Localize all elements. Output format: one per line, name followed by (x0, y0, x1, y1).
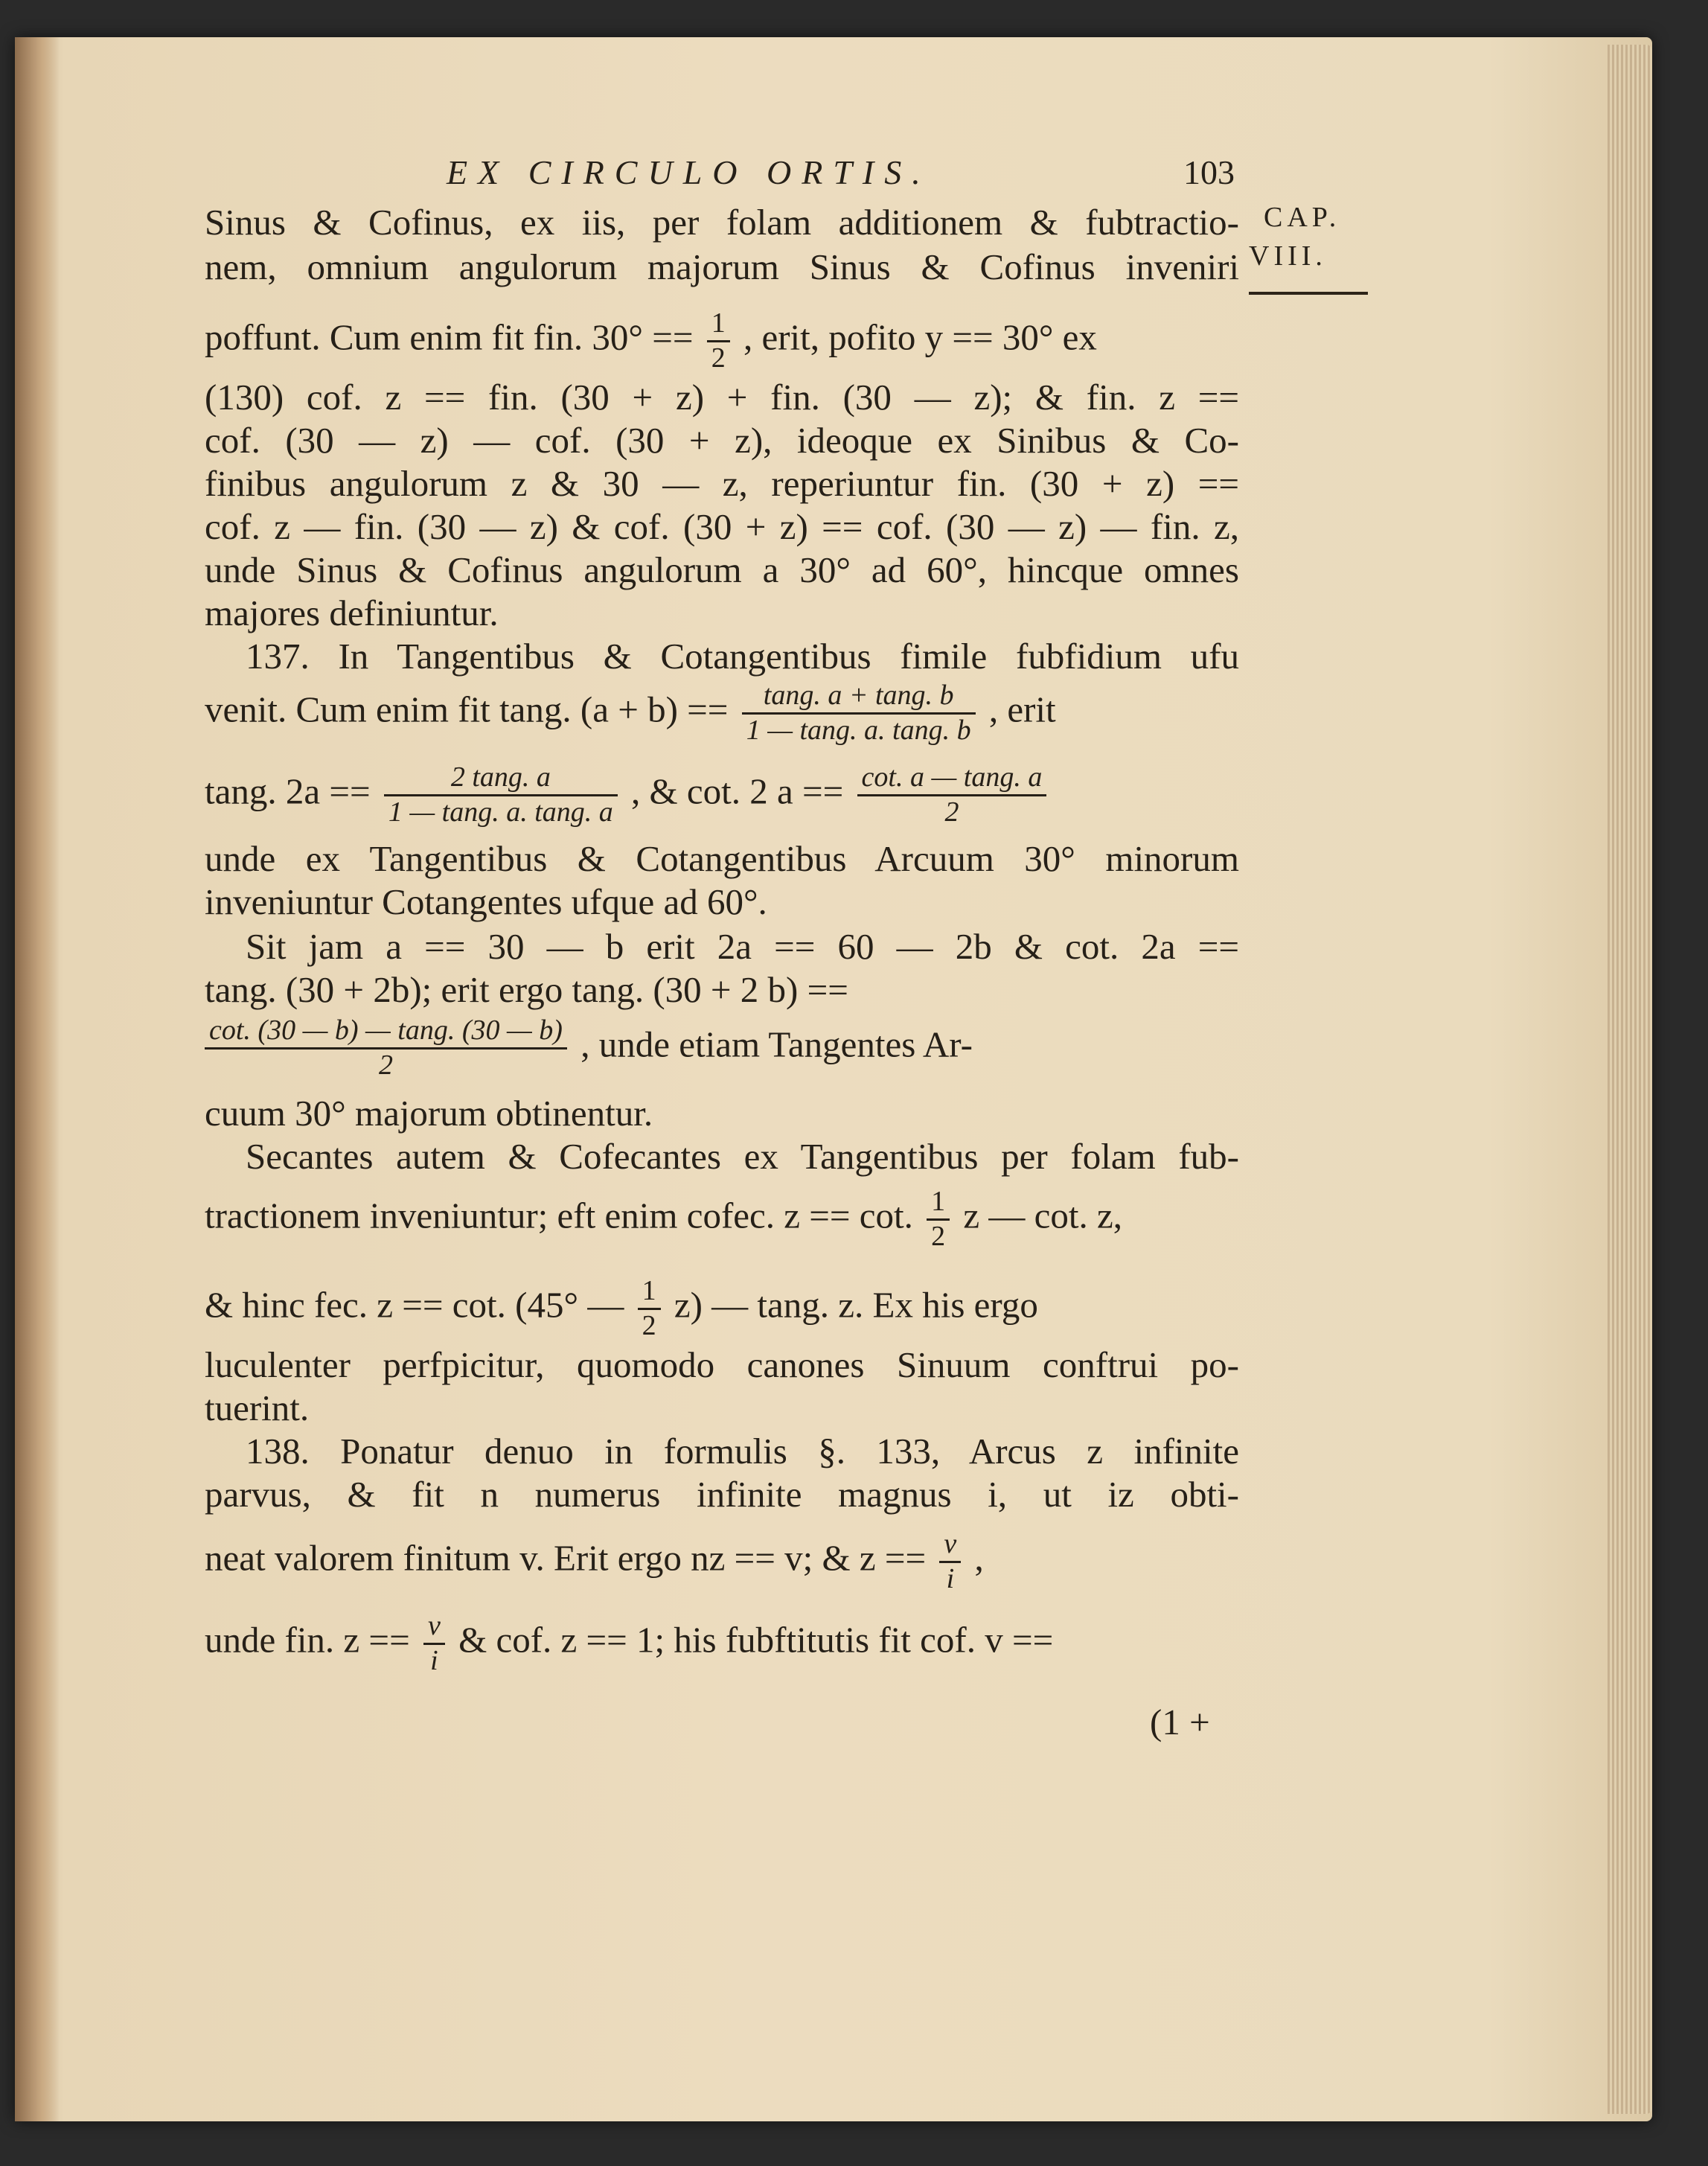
text-line-2: nem, omnium angulorum majorum Sinus & Cofinus inveniri (205, 246, 1239, 287)
text-line-1: Sinus & Cofinus, ex iis, per folam additionem & fubtractio- (205, 202, 1239, 243)
fraction-one-half (638, 1277, 661, 1341)
text-line-7: cof. z — fin. (30 — z) & cof. (30 + z) == cof. (30 — z) — fin. z, (205, 506, 1239, 547)
fraction-v-over-i (423, 1611, 445, 1676)
fraction-cotangent-double (857, 763, 1047, 828)
paragraph-137-start: 137. In Tangentibus & Cotangentibus fimile fubfidium ufu (246, 636, 1239, 677)
denominator: i (430, 1644, 438, 1676)
denominator: 2 (642, 1309, 656, 1341)
text-line-13: unde ex Tangentibus & Cotangentibus Arcuum 30° minorum (205, 838, 1239, 879)
text-line-20 (205, 1187, 1239, 1252)
text-line-19: Secantes autem & Cofecantes ex Tangentibus per folam fub- (246, 1136, 1239, 1177)
text-line-26 (205, 1530, 1239, 1594)
denominator: 2 (944, 796, 959, 828)
numerator: cot. (30 — b) — tang. (30 — b) (205, 1016, 567, 1050)
numerator: 2 tang. a (384, 763, 618, 796)
catchword: (1 + (1150, 1702, 1210, 1742)
numerator: 1 (707, 309, 730, 342)
page-gutter (15, 37, 60, 2121)
text-segment: unde fin. z == (205, 1619, 410, 1661)
fraction-tangent-30 (205, 1016, 567, 1081)
numerator: cot. a — tang. a (857, 763, 1047, 796)
fraction-one-half (927, 1187, 950, 1252)
text-segment: & hinc fec. z == cot. (45° — (205, 1284, 624, 1326)
text-line-5: cof. (30 — z) — cof. (30 + z), ideoque ex Sinibus & Co- (205, 420, 1239, 461)
text-segment: venit. Cum enim fit tang. (a + b) == (205, 689, 729, 730)
text-segment: , erit (988, 689, 1056, 730)
denominator: 2 (931, 1220, 946, 1252)
margin-note-chapter: CAP. (1264, 202, 1341, 233)
text-line-11 (205, 681, 1239, 746)
text-line-17 (205, 1016, 1239, 1081)
denominator: 1 — tang. a. tang. a (388, 796, 613, 828)
denominator: 2 (711, 342, 726, 374)
fraction-v-over-i (939, 1530, 961, 1594)
text-segment: neat valorem finitum v. Erit ergo nz == v; & z == (205, 1537, 927, 1579)
numerator: tang. a + tang. b (742, 681, 976, 715)
denominator: 1 — tang. a. tang. b (746, 714, 971, 746)
text-segment: poffunt. Cum enim fit fin. 30° == (205, 316, 694, 358)
fraction-tangent-sum (742, 681, 976, 746)
text-segment: & cof. z == 1; his fubftitutis fit cof. v == (458, 1619, 1054, 1661)
text-segment: tang. 2a == (205, 770, 371, 812)
text-segment: , unde etiam Tangentes Ar- (580, 1023, 973, 1065)
text-line-22: luculenter perfpicitur, quomodo canones Sinuum conftrui po- (205, 1344, 1239, 1385)
denominator: i (946, 1562, 955, 1594)
page-edges (1608, 45, 1652, 2114)
margin-note-rule (1249, 292, 1368, 295)
text-line-15: Sit jam a == 30 — b erit 2a == 60 — 2b & cot. 2a == (246, 926, 1239, 967)
numerator: v (939, 1530, 961, 1563)
text-line-12 (205, 763, 1239, 828)
denominator: 2 (378, 1049, 393, 1081)
text-segment: , & cot. 2 a == (631, 770, 844, 812)
text-line-23: tuerint. (205, 1387, 310, 1428)
text-line-16: tang. (30 + 2b); erit ergo tang. (30 + 2 b) == (205, 969, 848, 1010)
text-segment: z — cot. z, (963, 1195, 1122, 1236)
text-segment: tractionem inveniuntur; eft enim cofec. z == cot. (205, 1195, 913, 1236)
text-segment: , erit, pofito y == 30° ex (743, 316, 1097, 358)
page-number: 103 (1183, 153, 1235, 191)
text-line-18: cuum 30° majorum obtinentur. (205, 1093, 653, 1134)
numerator: 1 (927, 1187, 950, 1221)
text-line-8: unde Sinus & Cofinus angulorum a 30° ad 60°, hincque omnes (205, 549, 1239, 590)
text-line-9: majores definiuntur. (205, 592, 499, 633)
text-line-3 (205, 309, 1239, 374)
fraction-tangent-double (384, 763, 618, 828)
running-title: EX CIRCULO ORTIS. (447, 153, 931, 191)
text-segment: z) — tang. z. Ex his ergo (674, 1284, 1038, 1326)
text-line-6: finibus angulorum z & 30 — z, reperiuntur fin. (30 + z) == (205, 463, 1239, 504)
margin-note-chapter-number: VIII. (1249, 240, 1327, 272)
text-line-25: parvus, & fit n numerus infinite magnus i, ut iz obti- (205, 1474, 1239, 1515)
text-line-21 (205, 1277, 1239, 1341)
numerator: v (423, 1611, 445, 1645)
text-line-14: inveniuntur Cotangentes ufque ad 60°. (205, 881, 767, 922)
text-segment: , (974, 1537, 984, 1579)
fraction-one-half (707, 309, 730, 374)
text-line-27 (205, 1611, 1239, 1676)
paragraph-138-start: 138. Ponatur denuo in formulis §. 133, Arcus z infinite (246, 1431, 1239, 1472)
text-line-4: (130) cof. z == fin. (30 + z) + fin. (30 — z); & fin. z == (205, 377, 1239, 418)
numerator: 1 (638, 1277, 661, 1310)
